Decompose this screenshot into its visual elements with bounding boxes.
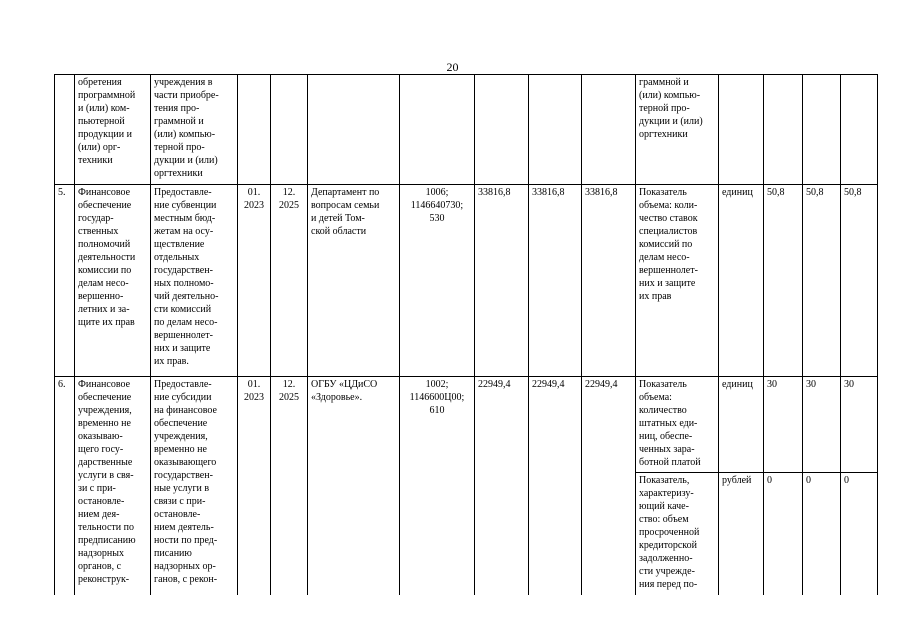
cell-name: Финансовое обеспечение учреждения, временно не оказываю- щего госу- дарственные услуги в свя- зи с при- остановле- нием дея- тельности по предписанию надзорных органов, с реконструк- (75, 377, 151, 596)
cell-amount-2: 33816,8 (529, 185, 582, 377)
cell-value-3: 30 (841, 377, 878, 473)
cell-unit: рублей (719, 473, 764, 596)
cell-value-1: 50,8 (764, 185, 803, 377)
table-row-continuation (55, 75, 878, 185)
cell-name: Финансовое обеспечение государ- ственных полномочий деятельности комиссии по делам несо- вершенно- летних и за- щите их прав (75, 185, 151, 377)
cell-code (400, 75, 475, 185)
cell-no (55, 75, 75, 185)
cell-end (271, 75, 308, 185)
cell-value-1 (764, 75, 803, 185)
cell-amount-1 (475, 75, 529, 185)
cell-description: Предоставле- ние субсидии на финансовое обеспечение учреждения, временно не оказывающего государствен- ные услуги в связи с при- остановле- нием деятель- ности по пред- писанию надзорных ор- ганов, с рекон- (151, 377, 238, 596)
cell-amount-3: 22949,4 (582, 377, 636, 596)
cell-value-3 (841, 75, 878, 185)
cell-amount-1: 33816,8 (475, 185, 529, 377)
cell-amount-1: 22949,4 (475, 377, 529, 596)
table-row-6 (55, 377, 878, 473)
cell-description: учреждения в части приобре- тения про- граммной и (или) компью- терной про- дукции и (или) оргтехники (151, 75, 238, 185)
cell-value-2: 30 (803, 377, 841, 473)
table-row-5 (55, 185, 878, 377)
cell-value-3: 50,8 (841, 185, 878, 377)
cell-unit: единиц (719, 185, 764, 377)
cell-executor: ОГБУ «ЦДиСО «Здоровье». (308, 377, 400, 596)
program-measures-table (54, 74, 878, 595)
cell-start (238, 75, 271, 185)
cell-value-1: 30 (764, 377, 803, 473)
cell-amount-2 (529, 75, 582, 185)
cell-no: 6. (55, 377, 75, 596)
cell-name: обретения программной и (или) ком- пьютерной продукции и (или) орг- техники (75, 75, 151, 185)
cell-indicator: граммной и (или) компью- терной про- дукции и (или) оргтехники (636, 75, 719, 185)
cell-executor: Департамент по вопросам семьи и детей Том- ской области (308, 185, 400, 377)
cell-code: 1002; 1146600Ц00; 610 (400, 377, 475, 596)
program-table-sheet (54, 74, 879, 595)
cell-no: 5. (55, 185, 75, 377)
cell-start: 01. 2023 (238, 377, 271, 596)
cell-start: 01. 2023 (238, 185, 271, 377)
cell-end: 12. 2025 (271, 377, 308, 596)
cell-executor (308, 75, 400, 185)
cell-value-2: 50,8 (803, 185, 841, 377)
cell-amount-3 (582, 75, 636, 185)
cell-end: 12. 2025 (271, 185, 308, 377)
cell-value-1: 0 (764, 473, 803, 596)
cell-amount-3: 33816,8 (582, 185, 636, 377)
cell-unit: единиц (719, 377, 764, 473)
cell-value-2: 0 (803, 473, 841, 596)
cell-unit (719, 75, 764, 185)
cell-indicator: Показатель, характеризу- ющий каче- ство: объем просроченной кредиторской задолженно- сти учрежде- ния перед по- (636, 473, 719, 596)
cell-value-2 (803, 75, 841, 185)
page-number: 20 (446, 60, 459, 74)
cell-amount-2: 22949,4 (529, 377, 582, 596)
cell-description: Предоставле- ние субвенции местным бюд- жетам на осу- ществление отдельных государствен- ных полномо- чий деятельно- сти комиссий по делам несо- вершеннолет- них и защите их прав. (151, 185, 238, 377)
cell-indicator: Показатель объема: коли- чество ставок специалистов комиссий по делам несо- вершеннолет- них и защите их прав (636, 185, 719, 377)
cell-indicator: Показатель объема: количество штатных еди- ниц, обеспе- ченных зара- ботной платой (636, 377, 719, 473)
cell-code: 1006; 1146640730; 530 (400, 185, 475, 377)
cell-value-3: 0 (841, 473, 878, 596)
